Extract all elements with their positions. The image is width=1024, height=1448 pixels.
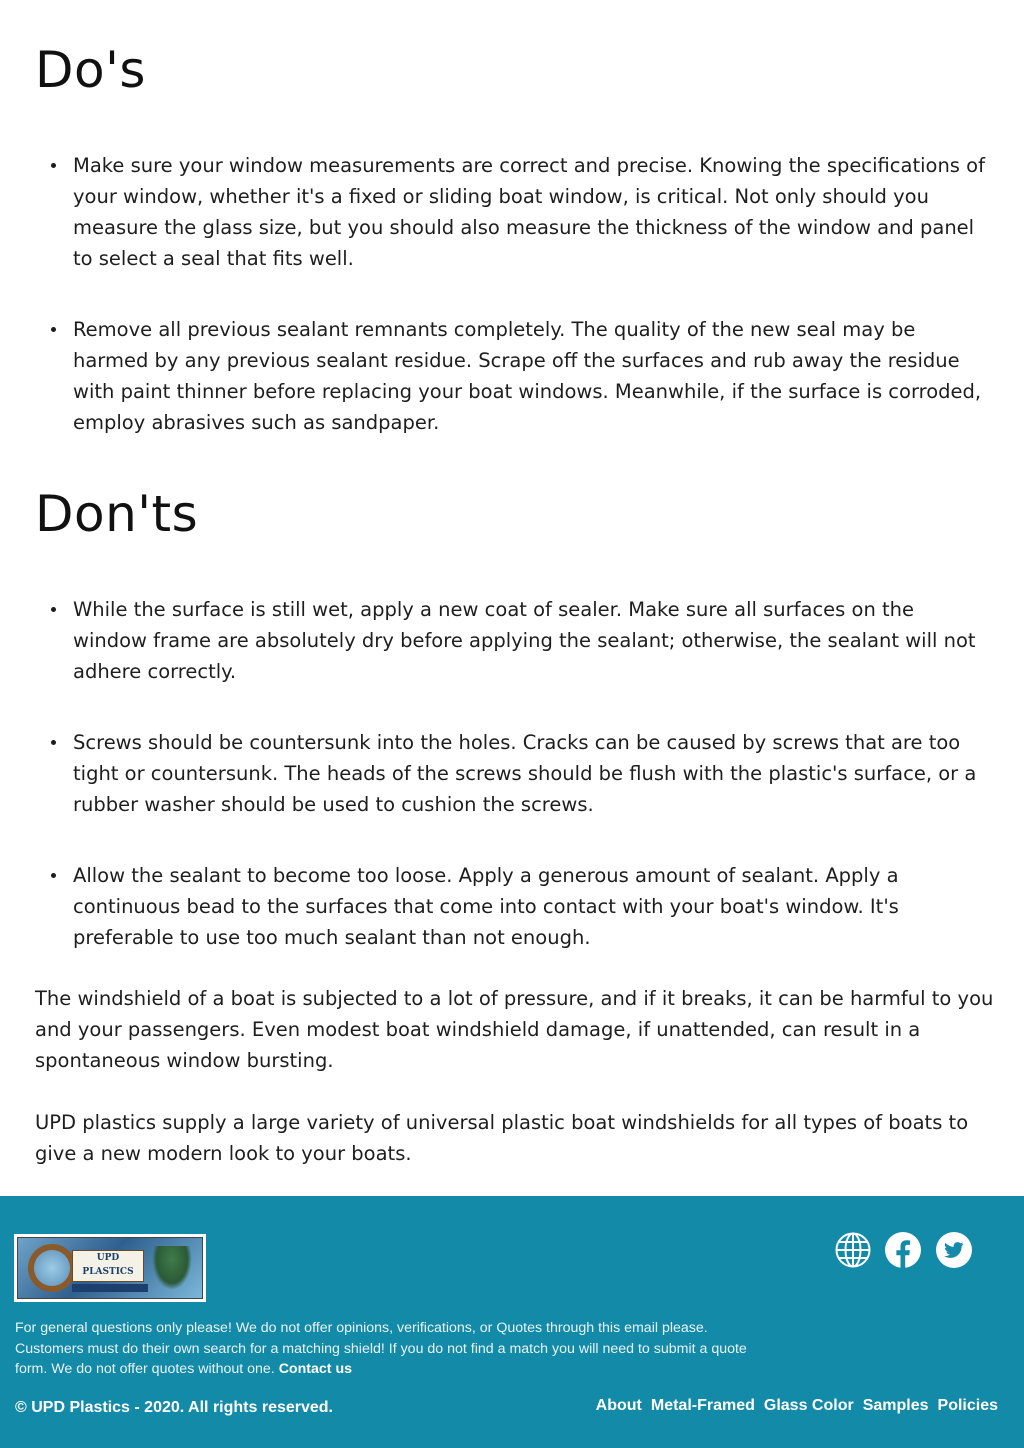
- dos-heading: Do's: [35, 41, 146, 99]
- upd-plastics-logo[interactable]: [14, 1234, 206, 1302]
- donts-list: [73, 594, 993, 993]
- copyright: © UPD Plastics - 2020. All rights reserved.: [15, 1399, 333, 1416]
- logo-image: [17, 1237, 203, 1299]
- bullet-icon: [51, 740, 56, 745]
- list-item-text: Make sure your window measurements are correct and precise. Knowing the specifications of your window, whether it's a fixed or sliding boat window, is critical. Not only should you measure the glass size, but you should also measure the thickness of the window and panel to select a seal that fits well.: [73, 154, 985, 270]
- closing-paragraph-windshield: The windshield of a boat is subjected to a lot of pressure, and if it breaks, it can be harmful to you and your passengers. Even modest boat windshield damage, if unattended, can result in a spontaneous window bursting.: [35, 987, 994, 1072]
- porthole-icon: [28, 1244, 76, 1292]
- list-item: [73, 727, 993, 820]
- list-item-text: Allow the sealant to become too loose. Apply a generous amount of sealant. Apply a continuous bead to the surfaces that come into contact with your boat's window. It's preferable to use too much sealant than not enough.: [73, 864, 899, 949]
- globe-icon[interactable]: [834, 1231, 872, 1269]
- footer-nav: [596, 1396, 998, 1416]
- logo-banner: [72, 1250, 144, 1282]
- nav-link-samples[interactable]: Samples: [862, 1397, 929, 1414]
- closing-paragraph-upd: UPD plastics supply a large variety of universal plastic boat windshields for all types of boats to give a new modern look to your boats.: [35, 1111, 969, 1165]
- footer: [0, 1196, 1024, 1448]
- bullet-icon: [51, 873, 56, 878]
- list-item-text: Remove all previous sealant remnants completely. The quality of the new seal may be harmed by any previous sealant residue. Scrape off the surfaces and rub away the residue with paint thinner before replacing your boat windows. Meanwhile, if the surface is corroded, employ abrasives such as sandpaper.: [73, 318, 982, 434]
- bullet-icon: [51, 163, 56, 168]
- twitter-icon[interactable]: [935, 1231, 973, 1269]
- list-item: [73, 860, 993, 953]
- contact-us-link[interactable]: Contact us: [278, 1361, 352, 1377]
- nav-link-glass-color[interactable]: Glass Color: [763, 1397, 854, 1414]
- list-item: [73, 314, 993, 438]
- logo-line1: UPD: [96, 1253, 120, 1263]
- logo-strip: [72, 1284, 148, 1292]
- list-item-text: While the surface is still wet, apply a new coat of sealer. Make sure all surfaces on the window frame are absolutely dry before applying the sealant; otherwise, the sealant will not adhere correctly.: [73, 598, 976, 683]
- donts-heading: Don'ts: [35, 485, 199, 543]
- disclaimer-text: [15, 1318, 775, 1380]
- list-item: [73, 594, 993, 687]
- dos-list: [73, 150, 993, 478]
- bullet-icon: [51, 607, 56, 612]
- logo-line2: PLASTICS: [82, 1267, 134, 1277]
- bullet-icon: [51, 327, 56, 332]
- list-item: [73, 150, 993, 274]
- nav-link-metal-framed[interactable]: Metal-Framed: [650, 1397, 755, 1414]
- nav-link-policies[interactable]: Policies: [937, 1397, 998, 1414]
- disclaimer-body: For general questions only please! We do not offer opinions, verifications, or Quotes through this email please. Customers must do their own search for a matching shield! If you do not find a match you will need to submit a quote form. We do not offer quotes without one.: [15, 1320, 747, 1377]
- tree-icon: [152, 1246, 192, 1290]
- list-item-text: Screws should be countersunk into the holes. Cracks can be caused by screws that are too tight or countersunk. The heads of the screws should be flush with the plastic's surface, or a rubber washer should be used to cushion the screws.: [73, 731, 977, 816]
- facebook-icon[interactable]: [884, 1231, 922, 1269]
- nav-link-about[interactable]: About: [595, 1397, 642, 1414]
